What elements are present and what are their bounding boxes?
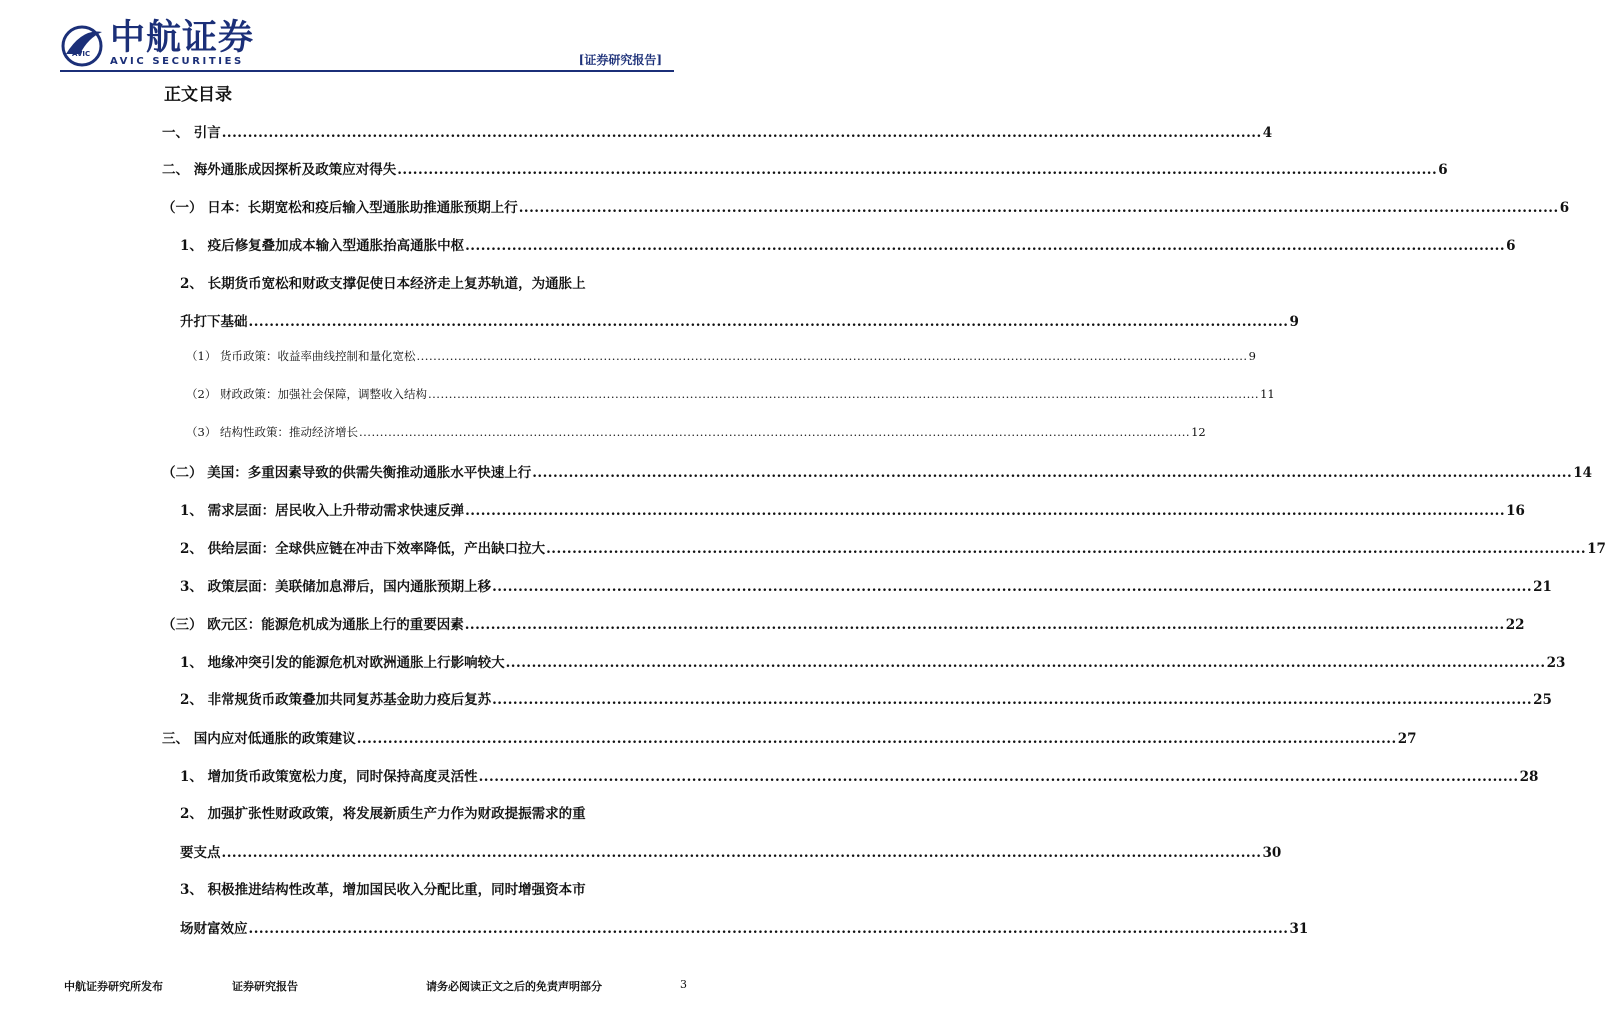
toc-leader-dots: ........................................................................................................................................................................................................ — [248, 921, 1289, 937]
toc-leader-dots: ........................................................................................................................................................................................................ — [532, 465, 1573, 481]
toc-entry[interactable] — [186, 386, 1275, 402]
toc-leader-dots: ........................................................................................................................................................................................................ — [546, 541, 1587, 557]
toc-entry[interactable] — [162, 461, 1592, 481]
toc-entry-label: 二、 海外通胀成因探析及政策应对得失 — [162, 162, 397, 178]
toc-entry-label: 1、 需求层面：居民收入上升带动需求快速反弹 — [180, 503, 465, 519]
toc-entry-page: 22 — [1505, 617, 1525, 633]
toc-entry-page: 28 — [1519, 769, 1539, 785]
toc-leader-dots: ........................................................................................................................................................................................................ — [248, 314, 1289, 330]
toc-entry-label: 3、 政策层面：美联储加息滞后，国内通胀预期上移 — [180, 579, 492, 595]
footer-report-type: 证券研究报告 — [232, 980, 298, 993]
toc-leader-dots: ........................................................................................................................................................................................................ — [464, 617, 1505, 633]
toc-entry-label: 2、 供给层面：全球供应链在冲击下效率降低，产出缺口拉大 — [180, 541, 546, 557]
toc-entry-label: （1） 货币政策：收益率曲线控制和量化宽松 — [186, 349, 416, 363]
toc-entry-page: 23 — [1546, 655, 1566, 671]
toc-entry-label[interactable]: 2、 加强扩张性财政政策，将发展新质生产力作为财政提振需求的重 — [180, 806, 586, 822]
brand-name-cn: 中航证券 — [110, 18, 255, 58]
toc-entry-label: 1、 地缘冲突引发的能源危机对欧洲通胀上行影响较大 — [180, 655, 505, 671]
toc-entry-label: 1、 疫后修复叠加成本输入型通胀抬高通胀中枢 — [180, 238, 465, 254]
toc-leader-dots: ........................................................................................................................................................................................................ — [478, 769, 1519, 785]
toc-leader-dots: ........................................................................................................................................................................................................ — [505, 655, 1546, 671]
toc-leader-dots: ........................................................................................................................................................................................................ — [492, 579, 1533, 595]
toc-leader-dots: ........................................................................................................................................................................................................ — [465, 238, 1506, 254]
toc-entry[interactable] — [180, 917, 1309, 937]
toc-entry-label: （2） 财政政策：加强社会保障，调整收入结构 — [186, 387, 427, 401]
toc-entry-label: （一） 日本：长期宽松和疫后输入型通胀助推通胀预期上行 — [162, 200, 518, 216]
footer-disclaimer-note: 请务必阅读正文之后的免责声明部分 — [426, 980, 602, 993]
toc-entry[interactable] — [180, 841, 1282, 861]
toc-entry[interactable] — [180, 537, 1606, 557]
toc-entry[interactable] — [186, 424, 1206, 440]
toc-entry-page: 6 — [1506, 238, 1516, 254]
toc-leader-dots: ........................................................................................................................................................................................................ — [221, 845, 1262, 861]
footer-publisher: 中航证券研究所发布 — [64, 980, 163, 993]
toc-entry[interactable] — [180, 310, 1299, 330]
toc-entry[interactable] — [180, 575, 1552, 595]
page-number: 3 — [680, 978, 687, 991]
toc-entry[interactable] — [162, 613, 1525, 633]
toc-entry[interactable] — [180, 688, 1552, 708]
toc-entry-page: 31 — [1289, 921, 1309, 937]
toc-entry[interactable] — [162, 727, 1417, 747]
toc-entry-label: （二） 美国：多重因素导致的供需失衡推动通胀水平快速上行 — [162, 465, 532, 481]
toc-entry-page: 16 — [1506, 503, 1525, 519]
toc-entry[interactable] — [162, 121, 1273, 141]
toc-entry-page: 9 — [1248, 349, 1256, 363]
toc-leader-dots: ........................................................................................................................................................................................................ — [465, 503, 1506, 519]
toc-entry-label: 2、 非常规货币政策叠加共同复苏基金助力疫后复苏 — [180, 692, 492, 708]
logo-mark-text: AVIC — [72, 50, 91, 58]
toc-entry-page: 4 — [1262, 125, 1273, 141]
toc-entry-label[interactable]: 2、 长期货币宽松和财政支撑促使日本经济走上复苏轨道，为通胀上 — [180, 276, 586, 292]
toc-entry[interactable] — [180, 499, 1525, 519]
toc-leader-dots: ........................................................................................................................................................................................................ — [356, 731, 1397, 747]
toc-entry-label: 一、 引言 — [162, 125, 221, 141]
toc-entry-label: 三、 国内应对低通胀的政策建议 — [162, 731, 356, 747]
toc-entry-page: 12 — [1191, 425, 1206, 439]
toc-entry-page: 9 — [1289, 314, 1299, 330]
toc-entry-page: 14 — [1573, 465, 1592, 481]
page-footer — [0, 960, 724, 1000]
toc-entry-label: （三） 欧元区：能源危机成为通胀上行的重要因素 — [162, 617, 464, 633]
toc-title: 正文目录 — [164, 85, 232, 105]
toc-entry-page: 11 — [1260, 387, 1275, 401]
report-type-tag: [证券研究报告] — [578, 53, 662, 67]
toc-entry-label[interactable]: 3、 积极推进结构性改革，增加国民收入分配比重，同时增强资本市 — [180, 882, 586, 898]
toc-entry-label: 1、 增加货币政策宽松力度，同时保持高度灵活性 — [180, 769, 478, 785]
toc-entry-page: 21 — [1533, 579, 1552, 595]
toc-entry-label: 要支点 — [180, 845, 221, 861]
toc-leader-dots: ........................................................................................................................................................................................................ — [492, 692, 1533, 708]
toc-entry-label: 升打下基础 — [180, 314, 248, 330]
toc-leader-dots: ........................................................................................................................................................................................................ — [518, 200, 1559, 216]
toc-entry[interactable] — [186, 348, 1256, 364]
toc-leader-dots: ........................................................................................................................................................................................................ — [358, 425, 1191, 439]
toc-entry[interactable] — [180, 651, 1566, 671]
toc-entry[interactable] — [162, 158, 1448, 178]
toc-leader-dots: ........................................................................................................................................................................................................ — [221, 125, 1262, 141]
toc-entry-page: 27 — [1397, 731, 1417, 747]
toc-entry-label: （3） 结构性政策：推动经济增长 — [186, 425, 358, 439]
toc-entry-page: 6 — [1438, 162, 1448, 178]
toc-entry-label: 场财富效应 — [180, 921, 248, 937]
toc-entry[interactable] — [180, 234, 1516, 254]
toc-leader-dots: ........................................................................................................................................................................................................ — [427, 387, 1260, 401]
toc-entry-page: 30 — [1262, 845, 1282, 861]
brand-name-en: AVIC SECURITIES — [110, 56, 244, 67]
toc-entry-page: 25 — [1533, 692, 1552, 708]
toc-entry-page: 17 — [1587, 541, 1606, 557]
toc-entry-page: 6 — [1559, 200, 1570, 216]
toc-leader-dots: ........................................................................................................................................................................................................ — [416, 349, 1248, 363]
toc-entry[interactable] — [180, 765, 1539, 785]
toc-entry[interactable] — [162, 196, 1570, 216]
toc-leader-dots: ........................................................................................................................................................................................................ — [397, 162, 1438, 178]
